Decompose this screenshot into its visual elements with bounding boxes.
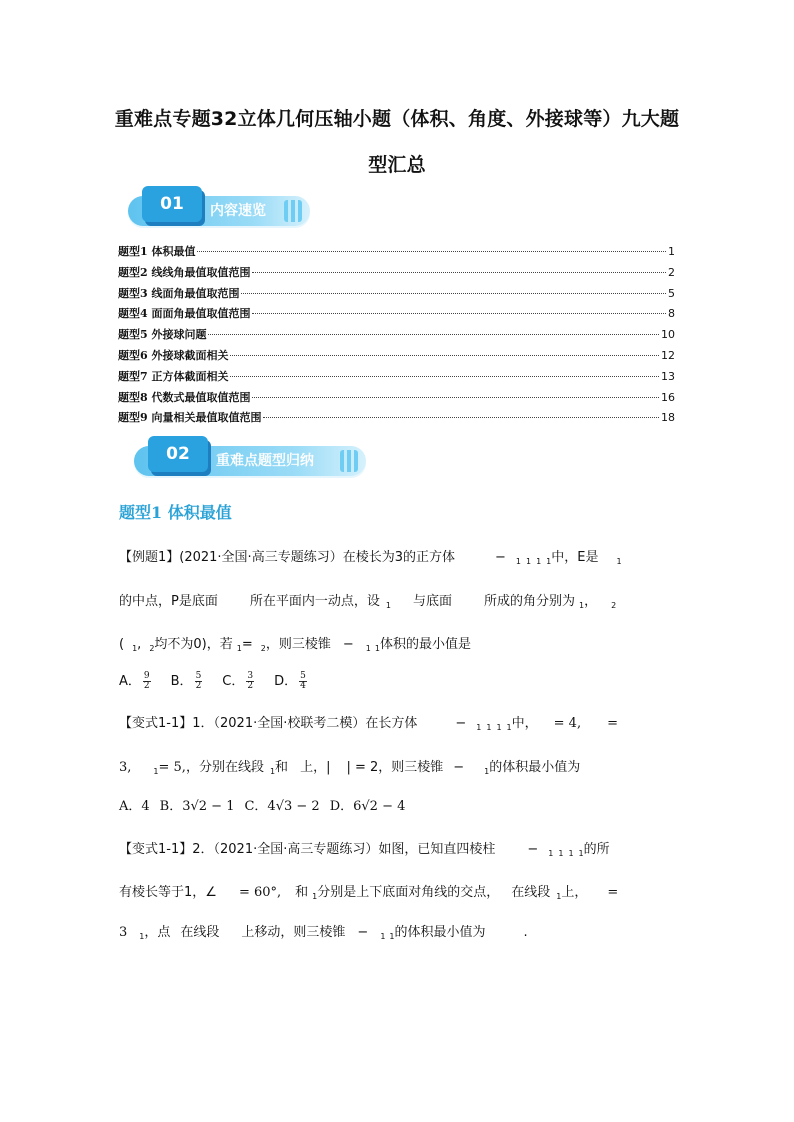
q3-line-1: 【变式1-1】2．（2021·全国·高三专题练习）如图，已知直四棱柱 − $_1$ $_1$ $_1$ $_1$的所 [119, 842, 610, 858]
banner-label: 重难点题型归纳 [216, 453, 314, 469]
toc-entry-title: 题型6 外接球截面相关 [118, 348, 229, 362]
q1-line-2: 的中点，P是底面 所在平面内一动点，设 $_1$ 与底面 所成的角分别为 $_1$， $_2$ [119, 594, 617, 610]
q3-line-2: 有棱长等于1，∠ = 60°, 和 $_1$分别是上下底面对角线的交点， 在线段 $_1$上， = [119, 885, 619, 901]
toc-entry-page: 18 [661, 411, 675, 425]
answer-option: B． $\frac{5}{2}$ [170, 671, 202, 691]
section-heading: 题型1 体积最值 [119, 503, 232, 522]
toc-leader-dots [230, 376, 659, 377]
answer-option: D．6√2 − 4 [329, 799, 406, 814]
page-title: 重难点专题32立体几何压轴小题（体积、角度、外接球等）九大题 型汇总 [114, 108, 680, 176]
banner-number: 01 [142, 186, 202, 222]
banner-contents [128, 186, 310, 232]
toc-entry[interactable] [118, 243, 675, 264]
toc-leader-dots [241, 293, 666, 294]
toc-leader-dots [252, 397, 659, 398]
toc-entry[interactable] [118, 409, 675, 430]
q1-line-1: 【例题1】(2021·全国·高三专题练习）在棱长为3的正方体 − $_1$ $_1$ $_1$ $_1$中，E是 $_1$ [119, 550, 622, 566]
toc-leader-dots [208, 334, 659, 335]
banner-stripes [340, 450, 358, 472]
q2-line-2: 3, $_1$= 5,，分别在线段 $_1$和 上，| | = 2，则三棱锥 − $_1$的体积最小值为 [119, 760, 581, 776]
q1-options [119, 670, 327, 691]
answer-option: B．3√2 − 1 [159, 799, 235, 814]
fraction: $\frac{9}{2}$ [143, 671, 150, 691]
answer-option: C．4√3 − 2 [244, 799, 320, 814]
toc-entry[interactable] [118, 285, 675, 306]
toc-leader-dots [252, 313, 666, 314]
toc-entry[interactable] [118, 305, 675, 326]
toc-entry-title: 题型4 面面角最值取值范围 [118, 307, 251, 321]
banner-number: 02 [148, 436, 208, 472]
toc-entry-page: 5 [668, 286, 675, 300]
toc-entry-title: 题型8 代数式最值取值范围 [118, 390, 251, 404]
toc-entry-page: 2 [668, 265, 675, 279]
toc-entry-title: 题型2 线线角最值取值范围 [118, 265, 251, 279]
toc-entry[interactable] [118, 264, 675, 285]
toc-entry-title: 题型9 向量相关最值取值范围 [118, 411, 262, 425]
toc-entry-page: 10 [661, 328, 675, 342]
toc-entry-page: 1 [668, 245, 675, 258]
q2-options [119, 795, 415, 814]
toc-leader-dots [197, 251, 666, 252]
toc-entry-page: 13 [661, 369, 675, 383]
toc-entry[interactable] [118, 326, 675, 347]
toc-entry-title: 题型5 外接球问题 [118, 328, 207, 342]
toc-entry-page: 8 [668, 307, 675, 321]
table-of-contents [118, 243, 675, 430]
toc-entry-title: 题型1 体积最值 [118, 245, 196, 258]
fraction: $\frac{5}{4}$ [300, 671, 306, 691]
banner-topics [134, 436, 366, 482]
q3-line-3: 3 $_1$，点 在线段 上移动，则三棱锥 − $_1$ $_1$的体积最小值为 . [119, 925, 528, 941]
toc-leader-dots [263, 417, 659, 418]
toc-entry[interactable] [118, 368, 675, 389]
toc-entry-title: 题型7 正方体截面相关 [118, 369, 229, 383]
toc-entry-page: 16 [661, 390, 675, 404]
banner-label: 内容速览 [210, 203, 266, 219]
fraction: $\frac{5}{2}$ [195, 671, 202, 691]
banner-stripes [284, 200, 302, 222]
toc-leader-dots [252, 272, 666, 273]
toc-leader-dots [230, 355, 659, 356]
toc-entry-page: 12 [661, 348, 675, 362]
q2-line-1: 【变式1-1】1．（2021·全国·校联考二模）在长方体 − $_1$ $_1$ $_1$ $_1$中， = 4, = [119, 716, 618, 732]
fraction: $\frac{3}{2}$ [247, 671, 254, 691]
q1-line-3: ( $_1$, $_2$均不为0)，若 $_1$= $_2$，则三棱锥 − $_1$ $_1$体积的最小值是 [119, 637, 471, 653]
toc-entry[interactable] [118, 347, 675, 368]
answer-option: C． $\frac{3}{2}$ [222, 671, 254, 691]
toc-entry[interactable] [118, 389, 675, 410]
answer-option: A．4 [119, 799, 150, 814]
answer-option: A． $\frac{9}{2}$ [119, 671, 150, 691]
answer-option: D． $\frac{5}{4}$ [274, 671, 306, 691]
toc-entry-title: 题型3 线面角最值取范围 [118, 286, 240, 300]
